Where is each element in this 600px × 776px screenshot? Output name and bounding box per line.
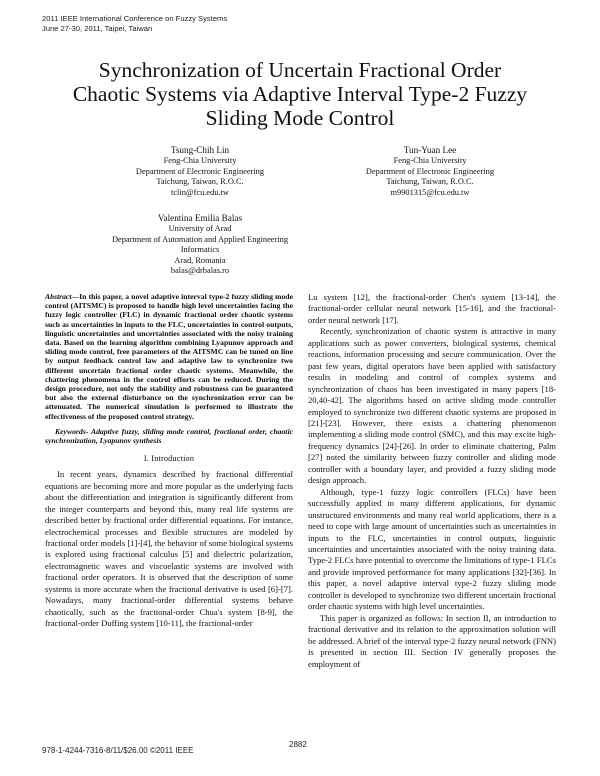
keywords: Keywords- Adaptive fuzzy, sliding mode control, fractional order, chaotic synchronization, Lyapunov synthesis xyxy=(45,426,293,446)
body-paragraph: Although, type-1 fuzzy logic controllers (FLCs) have been successfully applied in many different applications, for dynamic unstructured environments and many real world applications, there is a need to cope with large amount of uncertainties such as uncertainties in inputs to the FLC, uncertainties in control outputs, linguistic uncertainties and uncertainties associated with the noisy training data. Type-2 FLCs have potential to overcome the limitations of type-1 FLCs and provide improved performance for many applications [32]-[36]. In this paper, a novel adaptive interval type-2 fuzzy sliding mode controller is developed to synchronize two different uncertain fractional order chaotic systems with high level uncertainties. xyxy=(308,486,556,612)
author-department: Department of Automation and Applied Engineering xyxy=(111,234,289,244)
page-number: 2882 xyxy=(289,740,307,749)
author-department: Department of Electronic Engineering xyxy=(135,166,265,176)
left-column xyxy=(45,292,293,630)
author-block-1 xyxy=(110,144,290,198)
abstract-text: In this paper, a novel adaptive interval type-2 fuzzy sliding mode control (AITSMC) is proposed to handle high level uncertainties facing the fuzzy logic controller (FLC) in dynamic fractional order chaotic systems such as uncertainties in inputs to the FLC, uncertainties in control outputs, linguistic uncertainties and uncertainties associated with the noisy training data. Based on the learning algorithm combining Lyapunov approach and sliding mode control, free parameters of the AITSMC can be tuned on line by output feedback control law and adaptive law to synchronize two different uncertain fractional order chaotic systems. Meanwhile, the chattering phenomena in the control efforts can be reduced. During the design procedure, not only the stability and robustness can be guaranteed but also the external disturbance on the synchronization error can be attenuated. The numerical simulation is performed to illustrate the effectiveness of the proposed control strategy. xyxy=(45,292,293,421)
title-line-3: Sliding Mode Control xyxy=(205,106,395,130)
author-department-cont: Informatics xyxy=(180,245,220,255)
title-line-1: Synchronization of Uncertain Fractional Order xyxy=(98,58,502,82)
body-paragraph: In recent years, dynamics described by fractional differential equations are becoming more and more popular as the underlying facts about the differentiation and integration is significantly different from the integer counterparts and beyond this, many real life systems are described better by fractional order differential equations. For instance, electrochemical processes and flexible structures are modeled by fractional order models [1]-[4], the behavior of some biological systems is explored using fractional calculus [5] and dielectric polarization, electromagnetic waves and viscoelastic systems are involved with fractional order operators. It is observed that the description of some systems is more accurate when the fractional derivative is used [6]-[7]. Nowadays, many fractional-order differential systems behave chaotically, such as the fractional-order Chua's system [8-9], the fractional-order Duffing system [10-11], the fractional-order xyxy=(45,469,293,629)
author-block-2 xyxy=(340,144,520,198)
body-paragraph: This paper is organized as follows: In section II, an introduction to fractional derivative and its relation to the approximation solution will be addressed. A brief of the interval type-2 fuzzy neural network (FNN) is presented in section III. Section IV generally proposes the employment of xyxy=(308,612,556,669)
abstract-label: Abstract xyxy=(45,292,72,301)
section-heading-introduction: I. Introduction xyxy=(143,454,195,464)
body-paragraph: Recently, synchronization of chaotic system is attractive in many applications such as power converters, biological systems, chemical reactions, information processing and secure communication. Over the past few years, digital operators have been applied with satisfactory results in modeling and control of complex systems and synchronization of chaos has been investigated in many papers [18-20,40-42]. The algorithms based on active sliding mode controller employed to synchronize two different chaotic systems are proposed in [21]-[23]. However, there exists a chattering phenomenon implementing a sliding mode control (SMC), and this may excite high-frequency dynamics [24]-[26]. In order to eliminate chattering, Palm [27] noted the similarity between fuzzy controller and sliding mode controller with a boundary layer, and provided a fuzzy sliding mode design approach. xyxy=(308,326,556,486)
conference-name: 2011 IEEE International Conference on Fuzzy Systems xyxy=(42,14,228,23)
abstract xyxy=(45,292,293,421)
author-email: m9901315@fcu.edu.tw xyxy=(390,187,470,197)
author-email: tclin@fcu.edu.tw xyxy=(171,187,229,197)
conference-date: June 27-30, 2011, Taipei, Taiwan xyxy=(42,24,153,33)
author-affiliation: Feng-Chia University xyxy=(163,156,237,165)
author-name: Valentina Emilia Balas xyxy=(157,213,243,223)
author-name: Tun-Yuan Lee xyxy=(403,145,457,155)
author-department: Department of Electronic Engineering xyxy=(365,166,495,176)
author-block-3 xyxy=(60,212,340,277)
author-name: Tsung-Chih Lin xyxy=(170,145,230,155)
author-affiliation: Feng-Chia University xyxy=(393,156,467,165)
author-affiliation: University of Arad xyxy=(168,224,232,233)
author-email: balas@drbalas.ro xyxy=(170,266,230,276)
author-location: Taichung, Taiwan, R.O.C. xyxy=(386,177,474,187)
copyright-isbn: 978-1-4244-7316-8/11/$26.00 ©2011 IEEE xyxy=(42,746,194,755)
body-paragraph: Lu system [12], the fractional-order Chen's system [13-14], the fractional-order cellular neural network [15-16], and the fractional-order neural network [17]. xyxy=(308,292,556,325)
paper-title xyxy=(40,58,560,130)
title-line-2: Chaotic Systems via Adaptive Interval Type-2 Fuzzy xyxy=(72,82,528,106)
right-column xyxy=(308,292,556,670)
abstract-dash: — xyxy=(71,292,80,301)
author-location: Arad, Romania xyxy=(174,255,226,265)
author-location: Taichung, Taiwan, R.O.C. xyxy=(156,177,244,187)
conference-header xyxy=(42,14,227,34)
